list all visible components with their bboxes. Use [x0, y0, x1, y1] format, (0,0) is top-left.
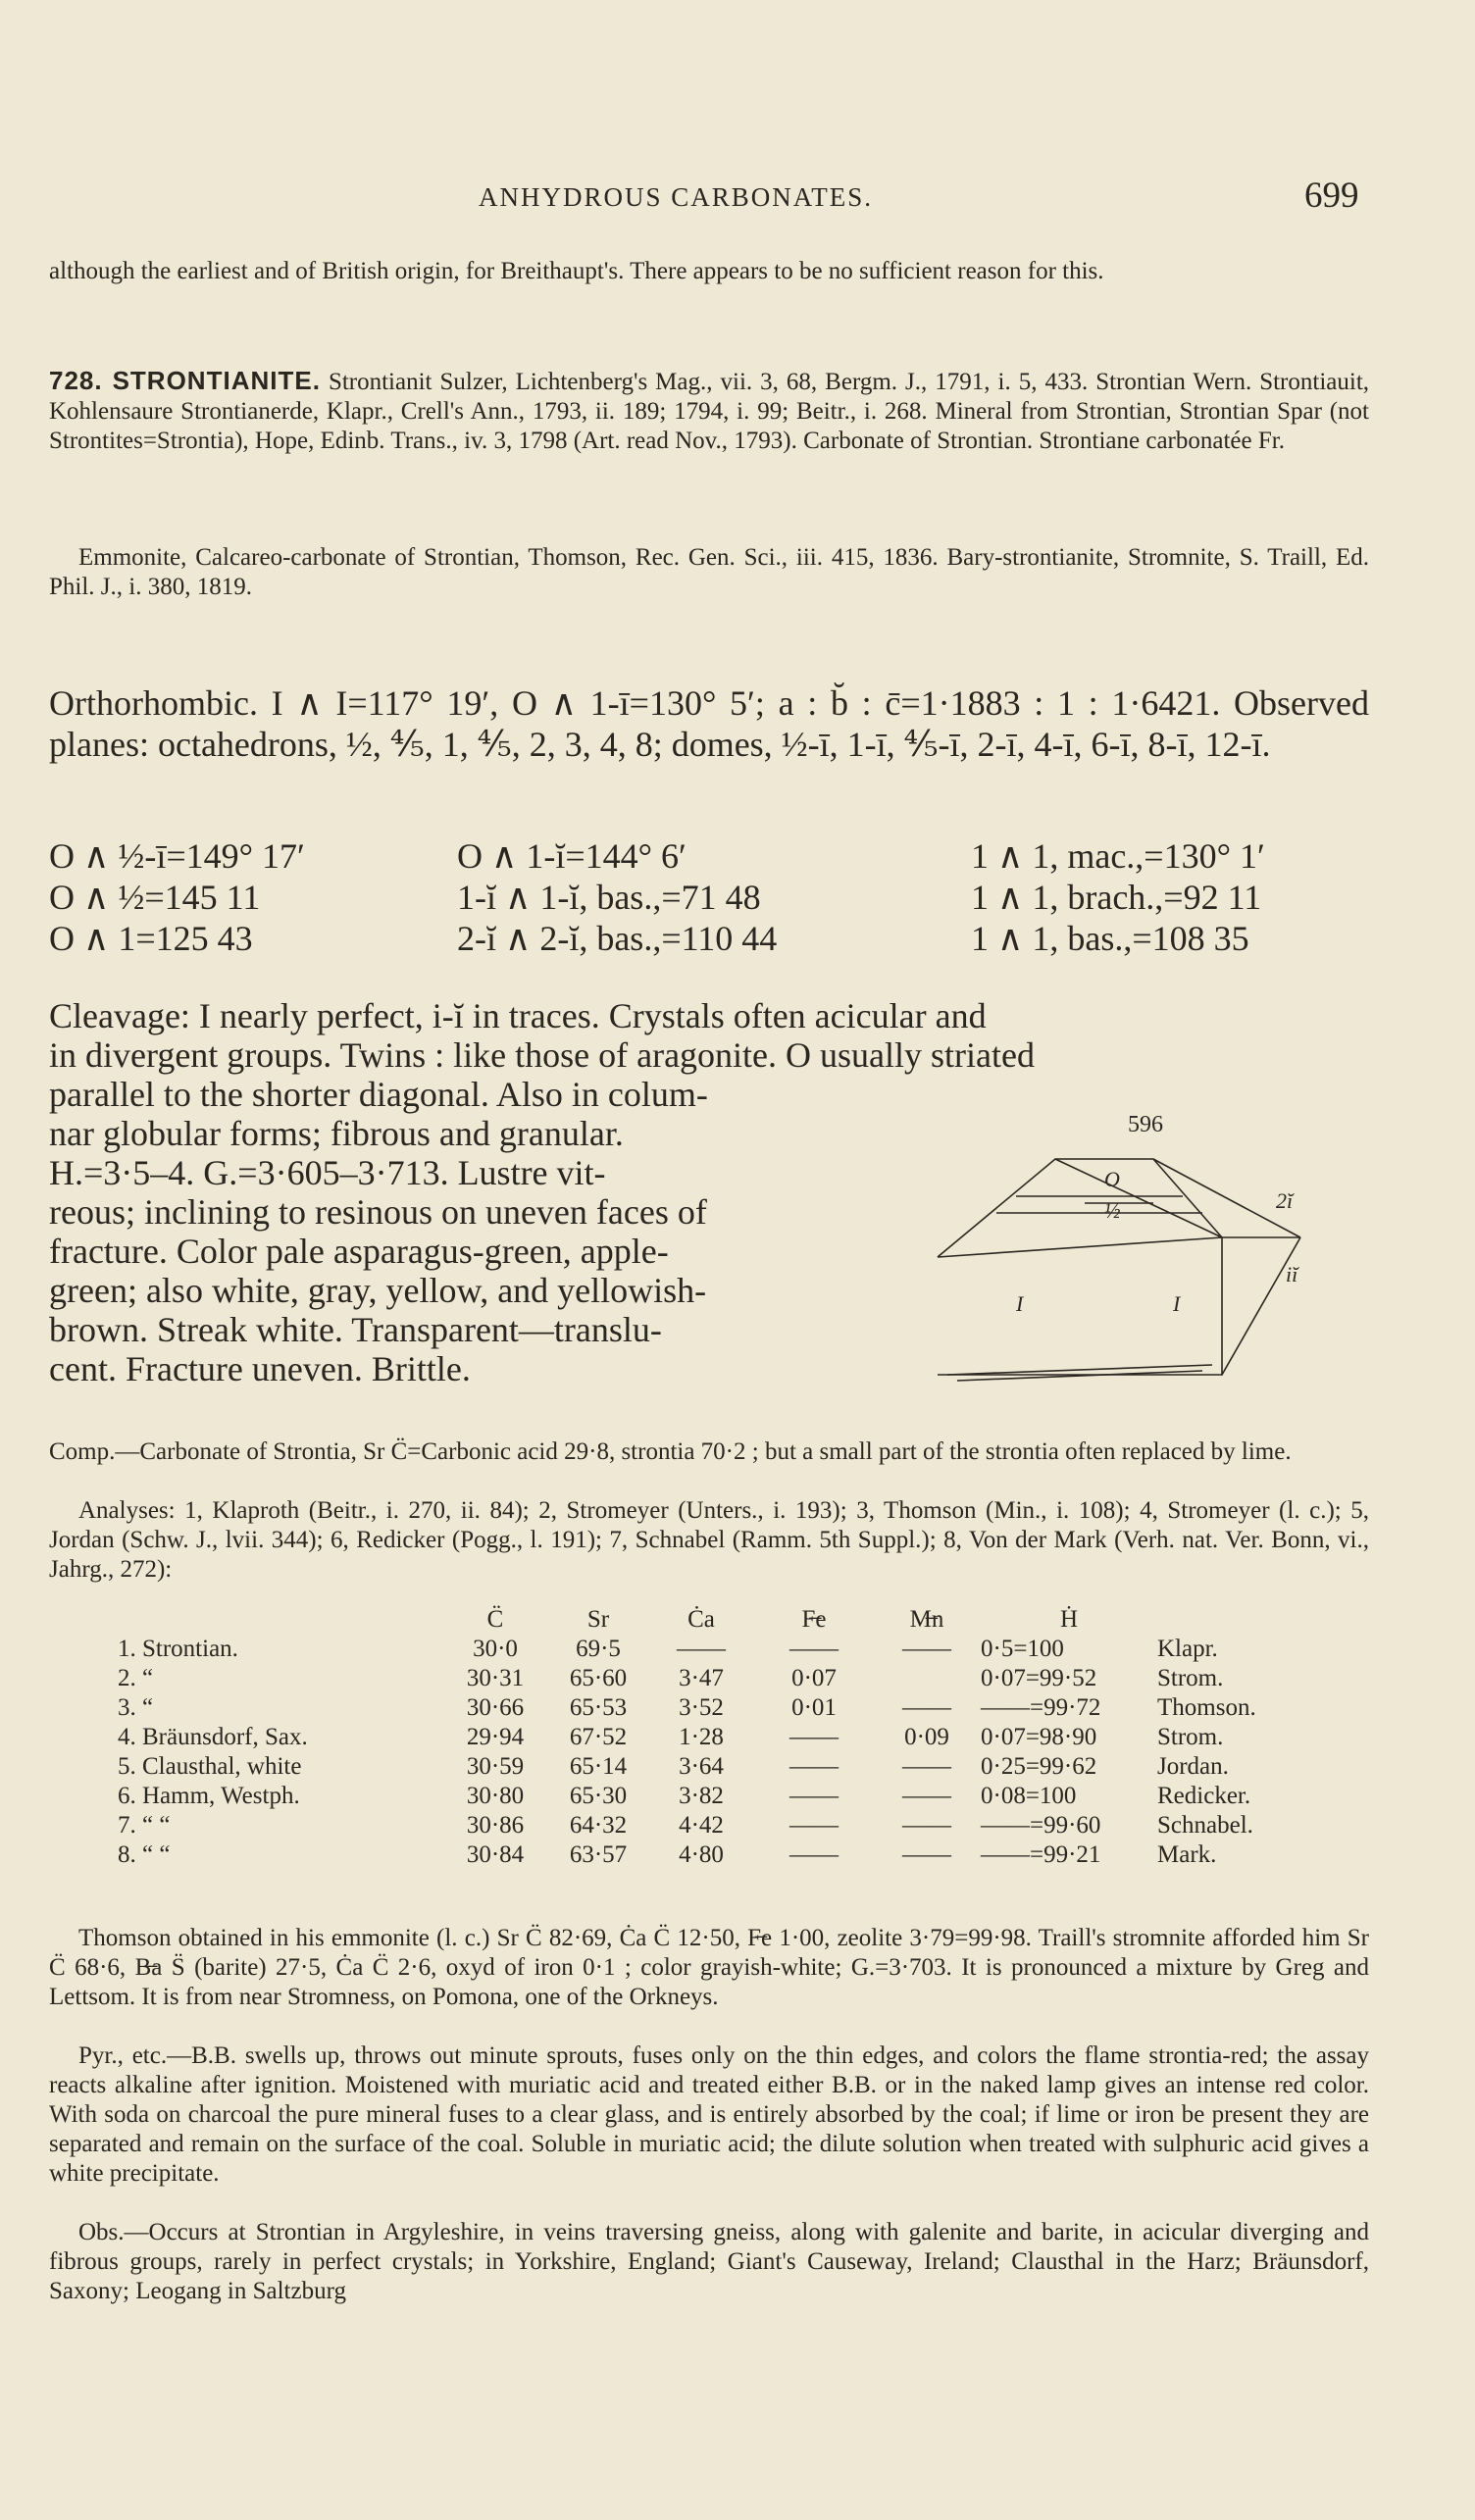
value-cell: 4·42 [679, 1812, 724, 1839]
angle-value: O ∧ 1=125 43 [49, 919, 253, 958]
value-cell: 0·01 [791, 1694, 837, 1721]
value-cell: Redicker. [1157, 1783, 1251, 1809]
value-cell: —— [902, 1783, 951, 1809]
angle-value: 1 ∧ 1, bas.,=108 35 [971, 919, 1249, 958]
value-cell: 0·07=99·52 [981, 1665, 1097, 1691]
locality-cell: 7. “ “ [118, 1812, 171, 1839]
angle-value: O ∧ ½-ī=149° 17′ [49, 836, 305, 876]
column-header [118, 1600, 441, 1634]
face-label-half: ½ [1104, 1198, 1121, 1223]
value-cell [873, 1663, 981, 1692]
value-cell: 30·84 [466, 1841, 525, 1868]
locality-cell: 6. Hamm, Westph. [118, 1783, 300, 1809]
table-row [118, 1634, 1304, 1663]
angle-value: 1 ∧ 1, brach.,=92 11 [971, 878, 1262, 917]
table-row [118, 1692, 1304, 1722]
column-header: Ċa [687, 1606, 715, 1633]
value-cell: —— [789, 1753, 839, 1780]
page-number: 699 [1304, 176, 1359, 216]
column-header: M̶n [909, 1606, 944, 1633]
locality-cell: 2. “ [118, 1665, 154, 1691]
composition-paragraph: Comp.—Carbonate of Strontia, Sr C̈=Carbonic acid 29·8, strontia 70·2 ; but a small part of the strontia often replaced by lime. [49, 1438, 1292, 1465]
value-cell: 3·52 [679, 1694, 724, 1721]
column-header: Sr [586, 1606, 610, 1633]
angles-column-3 [971, 835, 1265, 959]
value-cell: 0·09 [904, 1724, 949, 1750]
angle-value: 1-ĭ ∧ 1-ĭ, bas.,=71 48 [457, 878, 761, 917]
value-cell: 65·30 [569, 1783, 628, 1809]
value-cell: ——=99·60 [981, 1812, 1101, 1839]
value-cell: 3·47 [679, 1665, 724, 1691]
cleavage-line: nar globular forms; fibrous and granular. [49, 1114, 624, 1153]
value-cell: 30·31 [466, 1665, 525, 1691]
value-cell: Schnabel. [1157, 1812, 1253, 1839]
value-cell: —— [789, 1812, 839, 1839]
column-header: F̶e [801, 1606, 827, 1633]
cleavage-line: reous; inclining to resinous on uneven faces of [49, 1192, 707, 1232]
value-cell: 65·53 [569, 1694, 628, 1721]
value-cell: Mark. [1157, 1841, 1217, 1868]
value-cell: 69·5 [576, 1636, 621, 1662]
value-cell: 63·57 [569, 1841, 628, 1868]
angles-column-2 [457, 835, 777, 959]
value-cell: 3·82 [679, 1783, 724, 1809]
value-cell: 65·14 [569, 1753, 628, 1780]
value-cell: ——=99·21 [981, 1841, 1101, 1868]
cleavage-line: fracture. Color pale asparagus-green, apple- [49, 1232, 669, 1271]
crystal-figure [928, 1090, 1369, 1404]
column-header: Ḣ [1059, 1606, 1079, 1633]
thomson-paragraph: Thomson obtained in his emmonite (l. c.) Sr C̈ 82·69, Ċa C̈ 12·50, F̶e 1·00, zeolite 3·79=99·98. Traill's stromnite afforded him Sr C̈ 68·6, B̶a S̈ (barite) 27·5, Ċa C̈ 2·6, oxyd of iron 0·1 ; color grayish-white; G.=3·703. It is pronounced a mixture by Greg and Lettsom. It is from near Stromness, on Pomona, one of the Orkneys. [49, 1925, 1369, 2010]
value-cell: 64·32 [569, 1812, 628, 1839]
value-cell: ——=99·72 [981, 1694, 1101, 1721]
value-cell: —— [789, 1636, 839, 1662]
synonyms-paragraph-2: Emmonite, Calcareo-carbonate of Strontian, Thomson, Rec. Gen. Sci., iii. 415, 1836. Bary-strontianite, Stromnite, S. Traill, Ed. Phil. J., i. 380, 1819. [49, 544, 1369, 600]
value-cell: 30·59 [466, 1753, 525, 1780]
value-cell: —— [902, 1636, 951, 1662]
value-cell: 30·66 [466, 1694, 525, 1721]
value-cell: Strom. [1157, 1724, 1224, 1750]
value-cell: Jordan. [1157, 1753, 1229, 1780]
column-header: C̈ [486, 1606, 504, 1633]
value-cell: 4·80 [679, 1841, 724, 1868]
angle-value: 2-ĭ ∧ 2-ĭ, bas.,=110 44 [457, 919, 778, 958]
value-cell: 30·86 [466, 1812, 525, 1839]
value-cell: 1·28 [679, 1724, 724, 1750]
angle-value: O ∧ ½=145 11 [49, 878, 261, 917]
crystal-outline [938, 1159, 1222, 1375]
value-cell: 30·0 [473, 1636, 518, 1662]
cleavage-line: in divergent groups. Twins : like those of aragonite. O usually striated [49, 1035, 1035, 1075]
locality-cell: 1. Strontian. [118, 1636, 238, 1662]
table-row [118, 1663, 1304, 1692]
intro-paragraph: although the earliest and of British origin, for Breithaupt's. There appears to be no sufficient reason for this. [49, 258, 1104, 284]
table-row [118, 1722, 1304, 1751]
value-cell: 67·52 [569, 1724, 628, 1750]
analyses-table [118, 1600, 1304, 1869]
angle-value: 1 ∧ 1, mac.,=130° 1′ [971, 836, 1265, 876]
cleavage-line: cent. Fracture uneven. Brittle. [49, 1349, 471, 1388]
locality-cell: 8. “ “ [118, 1841, 171, 1868]
value-cell: Klapr. [1157, 1636, 1218, 1662]
value-cell: —— [902, 1812, 951, 1839]
value-cell: 3·64 [679, 1753, 724, 1780]
value-cell: 30·80 [466, 1783, 525, 1809]
value-cell: —— [789, 1783, 839, 1809]
column-header [1157, 1600, 1304, 1634]
locality-cell: 3. “ [118, 1694, 154, 1721]
table-row [118, 1751, 1304, 1781]
cleavage-line: green; also white, gray, yellow, and yellowish- [49, 1271, 707, 1310]
value-cell: —— [677, 1636, 726, 1662]
crystallography-paragraph: Orthorhombic. I ∧ I=117° 19′, O ∧ 1-ī=130° 5′; a : b̆ : c̄=1·1883 : 1 : 1·6421. Observed planes: octahedrons, ½, ⅘, 1, ⅘, 2, 3, 4, 8; domes, ½-ī, 1-ī, ⅘-ī, 2-ī, 4-ī, 6-ī, 8-ī, 12-ī. [49, 683, 1369, 764]
cleavage-line: H.=3·5–4. G.=3·605–3·713. Lustre vit- [49, 1153, 606, 1192]
angle-value: O ∧ 1-ĭ=144° 6′ [457, 836, 687, 876]
face-label-I-left: I [1016, 1291, 1024, 1316]
occurrence-paragraph: Obs.—Occurs at Strontian in Argyleshire, in veins traversing gneiss, along with galenite and barite, in acicular diverging and fibrous groups, rarely in perfect crystals; in Yorkshire, England; Giant's Causeway, Ireland; Clausthal in the Harz; Bräunsdorf, Saxony; Leogang in Saltzburg [49, 2219, 1369, 2304]
table-row [118, 1840, 1304, 1869]
value-cell: —— [789, 1724, 839, 1750]
table-row [118, 1810, 1304, 1840]
value-cell: 29·94 [466, 1724, 525, 1750]
table-row [118, 1781, 1304, 1810]
value-cell: 0·07=98·90 [981, 1724, 1097, 1750]
face-label-o: O [1104, 1167, 1120, 1191]
face-label-ii: iĭ [1286, 1262, 1298, 1286]
value-cell: —— [902, 1694, 951, 1721]
locality-cell: 4. Bräunsdorf, Sax. [118, 1724, 308, 1750]
value-cell: —— [902, 1841, 951, 1868]
table-header-row [118, 1600, 1304, 1634]
value-cell: Thomson. [1157, 1694, 1256, 1721]
locality-cell: 5. Clausthal, white [118, 1753, 302, 1780]
figure-number: 596 [1128, 1112, 1163, 1137]
face-label-2i: 2ĭ [1276, 1188, 1294, 1213]
face-label-I-right: I [1173, 1291, 1181, 1316]
value-cell: 0·25=99·62 [981, 1753, 1097, 1780]
analyses-sources: Analyses: 1, Klaproth (Beitr., i. 270, ii. 84); 2, Stromeyer (Unters., i. 193); 3, Thomson (Min., i. 108); 4, Stromeyer (l. c.); 5, Jordan (Schw. J., lvii. 344); 6, Redicker (Pogg., l. 191); 7, Schnabel (Ramm. 5th Suppl.); 8, Von der Mark (Verh. nat. Ver. Bonn, vi., Jahrg., 272): [49, 1497, 1369, 1583]
cleavage-line: parallel to the shorter diagonal. Also in colum- [49, 1075, 708, 1114]
species-entry [49, 366, 1369, 456]
species-heading: 728. STRONTIANITE. [49, 366, 321, 395]
value-cell: 0·08=100 [981, 1783, 1077, 1809]
value-cell: —— [789, 1841, 839, 1868]
pyrognostics-paragraph: Pyr., etc.—B.B. swells up, throws out minute sprouts, fuses only on the thin edges, and colors the flame strontia-red; the assay reacts alkaline after ignition. Moistened with muriatic acid and treated either B.B. or in the naked lamp gives an intense red color. With soda on charcoal the pure mineral fuses to a clear glass, and is entirely absorbed by the coal; if lime or iron be present they are separated and remain on the surface of the coal. Soluble in muriatic acid; the dilute solution when treated with sulphuric acid gives a white precipitate. [49, 2042, 1369, 2187]
value-cell: 0·07 [791, 1665, 837, 1691]
cleavage-line: Cleavage: I nearly perfect, i-ĭ in traces. Crystals often acicular and [49, 996, 987, 1035]
value-cell: —— [902, 1753, 951, 1780]
angles-column-1 [49, 835, 305, 959]
value-cell: 0·5=100 [981, 1636, 1064, 1662]
synonyms-paragraph-1: Strontianit Sulzer, Lichtenberg's Mag., vii. 3, 68, Bergm. J., 1791, i. 5, 433. Strontian Wern. Strontiauit, Kohlensaure Strontianerde, Klapr., Crell's Ann., 1793, ii. 189; 1794, i. 99; Beitr., i. 268. Mineral from Strontian, Strontian Spar (not Strontites=Strontia), Hope, Edinb. Trans., iv. 3, 1798 (Art. read Nov., 1793). Carbonate of Strontian. Strontiane carbonatée Fr. [49, 369, 1370, 454]
running-header: ANHYDROUS CARBONATES. [479, 182, 874, 212]
value-cell: Strom. [1157, 1665, 1224, 1691]
cleavage-line: brown. Streak white. Transparent—translu- [49, 1310, 662, 1349]
value-cell: 65·60 [569, 1665, 628, 1691]
